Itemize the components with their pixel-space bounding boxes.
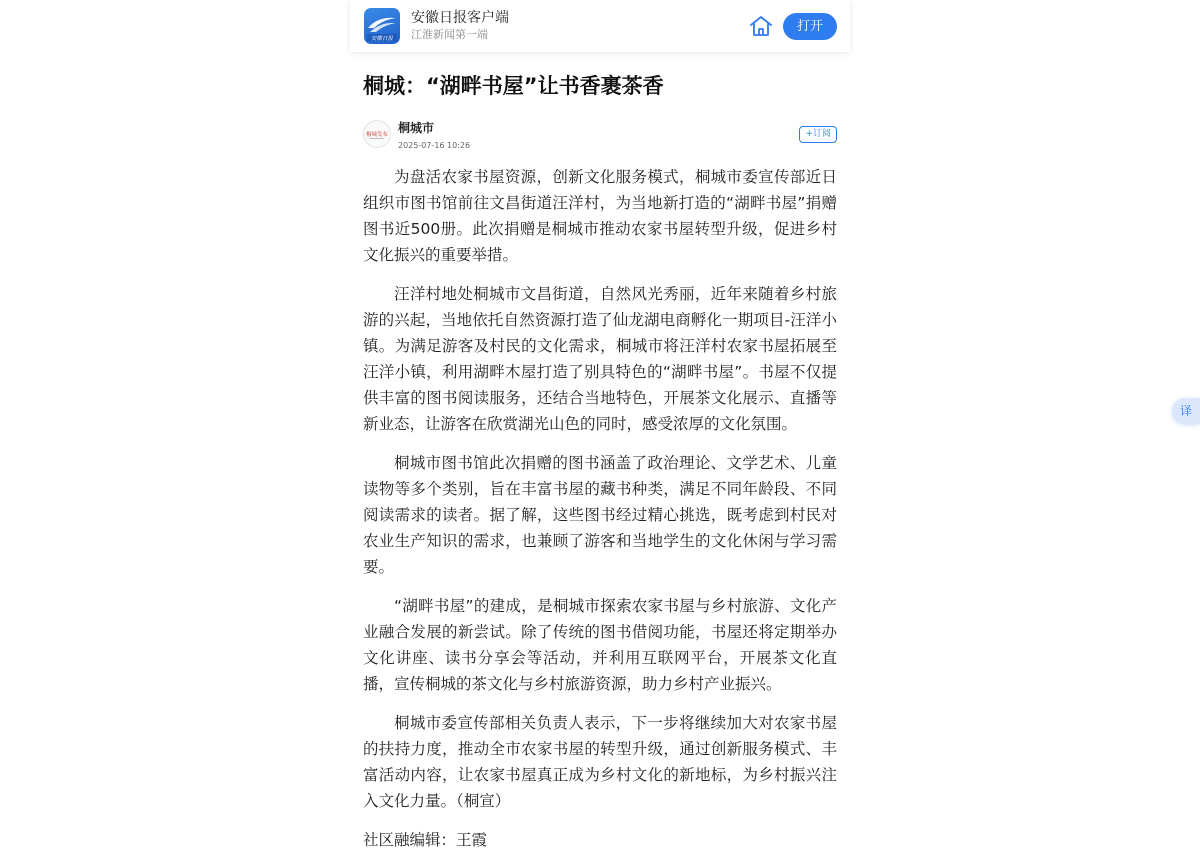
subscribe-button[interactable]: +订阅 bbox=[799, 126, 837, 143]
app-logo-graphic bbox=[364, 8, 400, 44]
app-slogan: 江淮新闻第一端 bbox=[411, 28, 488, 41]
article bbox=[363, 66, 837, 853]
publish-time: 2025-07-16 10:26 bbox=[398, 141, 471, 150]
paragraph-2: 汪洋村地处桐城市文昌街道，自然风光秀丽，近年来随着乡村旅游的兴起，当地依托自然资源打造了仙龙湖电商孵化一期项目-汪洋小镇。为满足游客及村民的文化需求，桐城市将汪洋村农家书屋拓展至汪洋小镇，利用湖畔木屋打造了别具特色的“湖畔书屋”。书屋不仅提供丰富的图书阅读服务，还结合当地特色，开展茶文化展示、直播等新业态，让游客在欣赏湖光山色的同时，感受浓厚的文化氛围。 bbox=[363, 285, 837, 433]
paragraph-4: “湖畔书屋”的建成，是桐城市探索农家书屋与乡村旅游、文化产业融合发展的新尝试。除了传统的图书借阅功能，书屋还将定期举办文化讲座、读书分享会等活动，并利用互联网平台，开展茶文化直播，宣传桐城的茶文化与乡村旅游资源，助力乡村产业振兴。 bbox=[363, 597, 837, 693]
app-download-bar bbox=[350, 0, 850, 52]
article-title: 桐城：“湖畔书屋”让书香裹茶香 bbox=[363, 74, 664, 98]
author-name[interactable]: 桐城市 bbox=[398, 121, 435, 135]
author-row bbox=[363, 120, 837, 154]
app-name: 安徽日报客户端 bbox=[411, 10, 509, 26]
open-app-button[interactable]: 打开 bbox=[783, 13, 837, 40]
author-avatar-text: 桐城发布 bbox=[365, 132, 389, 138]
author-avatar-graphic bbox=[364, 121, 390, 147]
app-logo[interactable] bbox=[364, 8, 400, 44]
paragraph-5: 桐城市委宣传部相关负责人表示，下一步将继续加大对农家书屋的扶持力度，推动全市农家书屋的转型升级，通过创新服务模式、丰富活动内容，让农家书屋真正成为乡村文化的新地标，为乡村振兴注入文化力量。（桐宣） bbox=[363, 714, 837, 810]
editor-credit: 社区融编辑：王霞 bbox=[363, 831, 488, 849]
home-icon-graphic bbox=[748, 13, 774, 39]
paragraph-3: 桐城市图书馆此次捐赠的图书涵盖了政治理论、文学艺术、儿童读物等多个类别，旨在丰富书屋的藏书种类，满足不同年龄段、不同阅读需求的读者。据了解，这些图书经过精心挑选，既考虑到村民对农业生产知识的需求，也兼顾了游客和当地学生的文化休闲与学习需要。 bbox=[363, 454, 837, 576]
author-avatar[interactable] bbox=[363, 120, 391, 148]
article-body bbox=[363, 164, 837, 853]
paragraph-1: 为盘活农家书屋资源，创新文化服务模式，桐城市委宣传部近日组织市图书馆前往文昌街道汪洋村，为当地新打造的“湖畔书屋”捐赠图书近500册。此次捐赠是桐城市推动农家书屋转型升级，促进乡村文化振兴的重要举措。 bbox=[363, 168, 837, 264]
home-icon[interactable] bbox=[748, 13, 774, 39]
app-logo-text: 安徽日报 bbox=[370, 36, 394, 42]
translate-button[interactable]: 译 bbox=[1172, 398, 1200, 424]
